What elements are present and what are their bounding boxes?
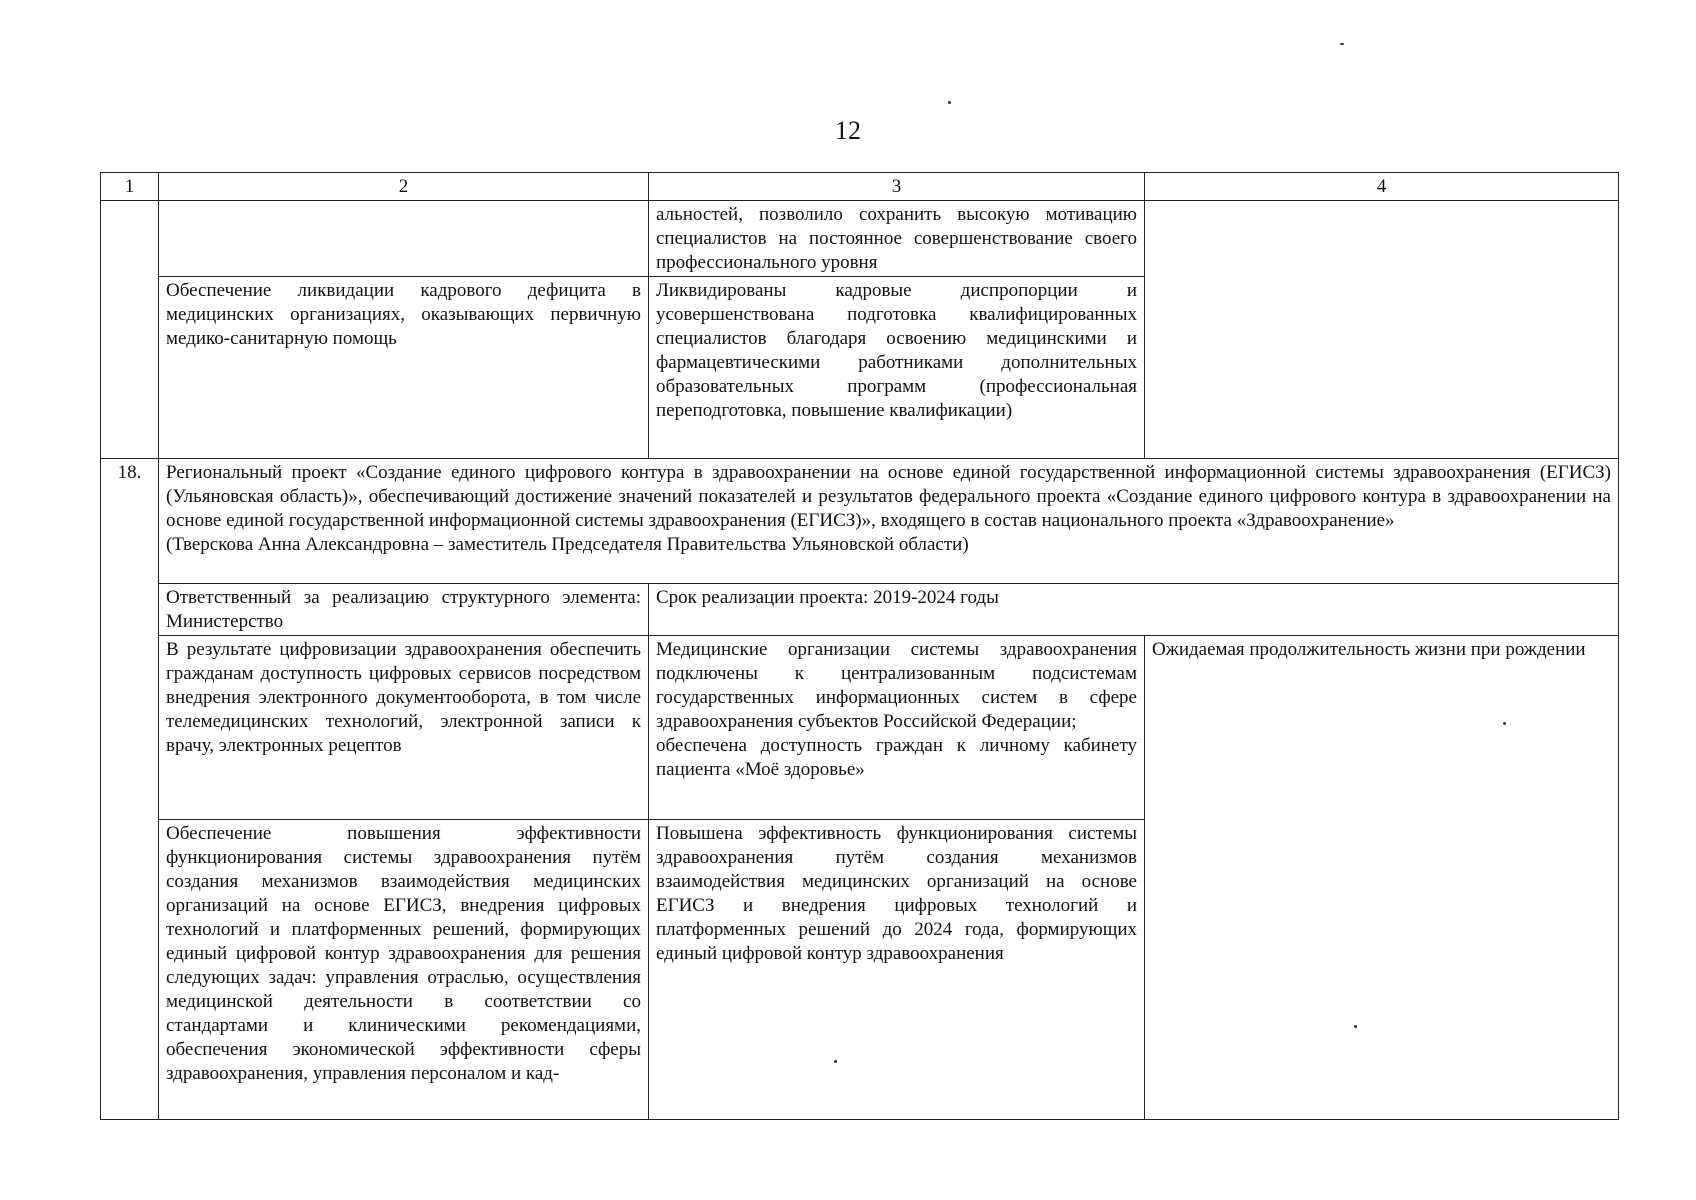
result-cell: Повышена эффективность функционирования системы здравоохранения путём создания механизмов взаимодействия медицинских организаций на основе ЕГИСЗ и внедрения цифровых технологий и платформенных решений до 2024 года, формирующих единый цифровой контур здравоохранения [649, 820, 1145, 1120]
page-number: 12 [835, 116, 861, 145]
responsible-row [101, 584, 1619, 636]
number-cell [101, 201, 159, 459]
responsible-cell: Ответственный за реализацию структурного элемента: Министерство [159, 584, 649, 636]
task-cell: Обеспечение повышения эффективности функционирования системы здравоохранения путём создания механизмов взаимодействия медицинских организаций на основе ЕГИСЗ, внедрения цифровых технологий и платформенных решений, формирующих единый цифровой контур здравоохранения для решения следующих задач: управления отраслью, осуществления медицинской деятельности в соответствии со стандартами и клиническими рекомендациями, обеспечения экономической эффективности сферы здравоохранения, управления персоналом и кад- [159, 820, 649, 1120]
project-title-cell [159, 459, 1619, 584]
indicator-cell: Ожидаемая продолжительность жизни при рождении [1145, 636, 1619, 1120]
result-cell: Медицинские организации системы здравоохранения подключены к централизованным подсистемам государственных информационных систем в сфере здравоохранения субъектов Российской Федерации; обеспечена доступность граждан к личному кабинету пациента «Моё здоровье» [649, 636, 1145, 820]
header-row [101, 173, 1619, 201]
column-header-4: 4 [1145, 173, 1619, 201]
task-cell: В результате цифровизации здравоохранения обеспечить гражданам доступность цифровых сервисов посредством внедрения электронного документооборота, в том числе телемедицинских технологий, электронной записи к врачу, электронных рецептов [159, 636, 649, 820]
measures-table [100, 172, 1619, 1120]
task-cell [159, 201, 649, 277]
project-curator: (Тверскова Анна Александровна – заместитель Председателя Правительства Ульяновской области) [166, 534, 969, 555]
task-cell: Обеспечение ликвидации кадрового дефицита в медицинских организациях, оказывающих первичную медико-санитарную помощь [159, 277, 649, 459]
result-cell: альностей, позволило сохранить высокую мотивацию специалистов на постоянное совершенствование своего профессионального уровня [649, 201, 1145, 277]
project-row [101, 459, 1619, 584]
project-number: 18. [101, 459, 159, 1120]
column-header-1: 1 [101, 173, 159, 201]
scan-mark [948, 101, 951, 104]
indicator-cell [1145, 201, 1619, 459]
column-header-2: 2 [159, 173, 649, 201]
table-row [101, 201, 1619, 277]
table-row [101, 636, 1619, 820]
result-cell: Ликвидированы кадровые диспропорции и усовершенствована подготовка квалифицированных специалистов благодаря освоению медицинскими и фармацевтическими работниками дополнительных образовательных программ (профессиональная переподготовка, повышение квалификации) [649, 277, 1145, 459]
term-cell: Срок реализации проекта: 2019-2024 годы [649, 584, 1619, 636]
project-title: Региональный проект «Создание единого цифрового контура в здравоохранении на основе единой государственной информационной системы здравоохранения (ЕГИСЗ) (Ульяновская область)», обеспечивающий достижение значений показателей и результатов федерального проекта «Создание единого цифрового контура в здравоохранении на основе единой государственной информационной системы здравоохранения (ЕГИСЗ)», входящего в состав национального проекта «Здравоохранение» [166, 462, 1611, 531]
column-header-3: 3 [649, 173, 1145, 201]
scan-mark [1340, 43, 1344, 45]
